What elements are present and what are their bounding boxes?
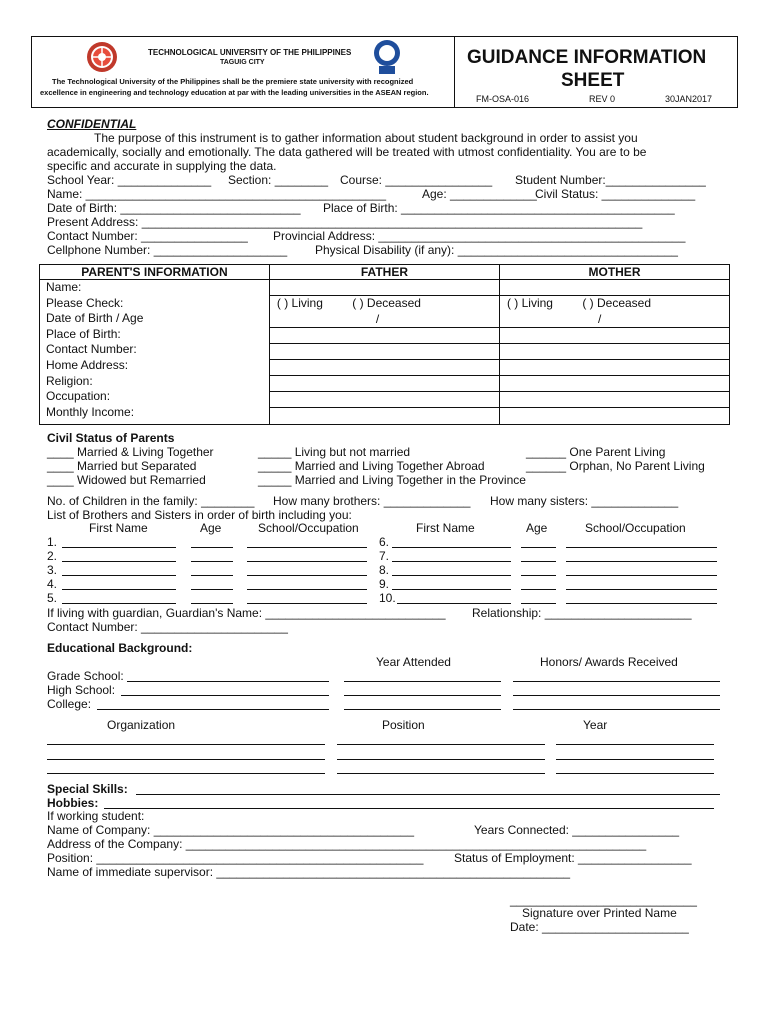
row-label-address: Home Address: (46, 357, 129, 372)
father-column (269, 280, 499, 425)
sibling-school-input[interactable] (247, 575, 367, 576)
civil-status-field[interactable]: Civil Status: ______________ (535, 187, 696, 201)
signature-line[interactable]: ____________________________ (510, 893, 697, 907)
sibling-number-right: 6. (379, 535, 390, 549)
row-label-income: Monthly Income: (46, 404, 135, 419)
father-occupation-input[interactable] (270, 392, 499, 408)
sibling-number-left: 2. (47, 549, 58, 563)
organization-header: Organization (107, 718, 176, 732)
organization-row-input[interactable] (556, 759, 714, 760)
mother-header: MOTHER (499, 265, 729, 280)
father-header: FATHER (269, 265, 499, 280)
supervisor-field[interactable]: Name of immediate supervisor: _____________________________________________________ (47, 865, 571, 879)
col-first-name-left: First Name (89, 521, 148, 535)
high-school-honors-input[interactable] (513, 695, 720, 696)
grade-school-year-input[interactable] (344, 681, 501, 682)
parents-table (39, 264, 730, 425)
col-school-left: School/Occupation (258, 521, 359, 535)
father-address-input[interactable] (270, 360, 499, 376)
college-year-input[interactable] (344, 709, 501, 710)
mother-pob-input[interactable] (500, 328, 729, 344)
sibling-age-input[interactable] (191, 561, 233, 562)
sibling-first-name-input[interactable] (62, 561, 176, 562)
sibling-first-name-input[interactable] (397, 603, 511, 604)
row-label-religion: Religion: (46, 373, 93, 388)
section-field[interactable]: Section: ________ (228, 173, 329, 187)
sibling-age-input[interactable] (191, 547, 233, 548)
row-label-dob: Date of Birth / Age (46, 311, 144, 326)
vision-line-2: excellence in engineering and technology education at par with the leading universities in the ASEAN region. (40, 88, 429, 97)
student-number-field[interactable]: Student Number:_______________ (515, 173, 706, 187)
sibling-number-left: 3. (47, 563, 58, 577)
year-attended-header: Year Attended (376, 655, 451, 669)
sibling-first-name-input[interactable] (62, 575, 176, 576)
father-name-input[interactable] (270, 280, 499, 296)
sibling-age-input[interactable] (521, 603, 556, 604)
row-label-name: Name: (46, 280, 82, 294)
college-label: College: (47, 697, 92, 711)
col-age-left: Age (200, 521, 222, 535)
mother-dob-input[interactable]: / (500, 312, 729, 328)
position-header: Position (382, 718, 425, 732)
sibling-first-name-input[interactable] (392, 547, 511, 548)
organization-row-input[interactable] (337, 759, 545, 760)
mother-income-input[interactable] (500, 408, 729, 424)
cs-option-together-abroad[interactable]: _____ Married and Living Together Abroad (258, 459, 485, 473)
high-school-label: High School: (47, 683, 116, 697)
siblings-list-heading: List of Brothers and Sisters in order of birth including you: (47, 508, 352, 522)
sibling-number-left: 5. (47, 591, 58, 605)
position-field[interactable]: Position: _________________________________________________ (47, 851, 424, 865)
father-income-input[interactable] (270, 408, 499, 424)
mother-column (499, 280, 729, 425)
education-heading: Educational Background: (47, 641, 193, 655)
sibling-school-input[interactable] (247, 561, 367, 562)
father-religion-input[interactable] (270, 376, 499, 392)
sibling-age-input[interactable] (191, 603, 233, 604)
college-honors-input[interactable] (513, 709, 720, 710)
children-count-field[interactable]: No. of Children in the family: ________ (47, 494, 255, 508)
place-of-birth-field[interactable]: Place of Birth: _________________________________________ (323, 201, 675, 215)
organization-row-input[interactable] (337, 773, 545, 774)
organization-row-input[interactable] (556, 773, 714, 774)
sibling-school-input[interactable] (566, 575, 717, 576)
mother-address-input[interactable] (500, 360, 729, 376)
grade-school-label: Grade School: (47, 669, 124, 683)
col-first-name-right: First Name (416, 521, 475, 535)
sibling-school-input[interactable] (247, 603, 367, 604)
father-dob-input[interactable]: / (270, 312, 499, 328)
father-deceased-option[interactable]: ( ) Deceased (352, 296, 421, 310)
years-connected-field[interactable]: Years Connected: ________________ (474, 823, 680, 837)
father-status-row[interactable] (270, 296, 499, 312)
organization-row-input[interactable] (47, 773, 325, 774)
mother-name-input[interactable] (500, 280, 729, 296)
sibling-number-right: 8. (379, 563, 390, 577)
special-skills-input[interactable] (136, 794, 720, 795)
sibling-school-input[interactable] (566, 547, 717, 548)
cs-option-married-together[interactable]: ____ Married & Living Together (47, 445, 214, 459)
row-label-occupation: Occupation: (46, 389, 111, 404)
sibling-school-input[interactable] (247, 589, 367, 590)
parents-header-label: PARENT'S INFORMATION (40, 265, 270, 280)
university-city: TAGUIG CITY (220, 59, 265, 66)
company-name-field[interactable]: Name of Company: _______________________________________ (47, 823, 414, 837)
intro-line-3: specific and accurate in supplying the data. (47, 159, 277, 173)
signature-label: Signature over Printed Name (522, 906, 677, 920)
sibling-first-name-input[interactable] (62, 603, 176, 604)
sibling-first-name-input[interactable] (62, 547, 176, 548)
civil-status-heading: Civil Status of Parents (47, 431, 175, 445)
company-address-field[interactable]: Address of the Company: _____________________________________________________________________ (47, 837, 647, 851)
col-school-right: School/Occupation (585, 521, 686, 535)
sibling-school-input[interactable] (566, 589, 717, 590)
row-label-pob: Place of Birth: (46, 326, 121, 341)
college-input[interactable] (97, 709, 329, 710)
cs-option-orphan[interactable]: ______ Orphan, No Parent Living (526, 459, 705, 473)
date-of-birth-field[interactable]: Date of Birth: ___________________________ (47, 201, 301, 215)
intro-line-2: academically, socially and emotionally. The data gathered will be treated with utmost confidentiality. You are to be (47, 145, 647, 159)
present-address-field[interactable]: Present Address: ___________________________________________________________________________ (47, 215, 643, 229)
sibling-age-input[interactable] (521, 547, 556, 548)
course-field[interactable]: Course: ________________ (340, 173, 493, 187)
guardian-relationship-field[interactable]: Relationship: ______________________ (472, 606, 692, 620)
tuv-certification-icon (370, 39, 404, 75)
employment-status-field[interactable]: Status of Employment: _________________ (454, 851, 692, 865)
sibling-age-input[interactable] (521, 575, 556, 576)
school-year-field[interactable]: School Year: ______________ (47, 173, 212, 187)
sibling-first-name-input[interactable] (62, 589, 176, 590)
age-field[interactable]: Age: _____________ (422, 187, 537, 201)
contact-number-field[interactable]: Contact Number: ________________ (47, 229, 248, 243)
sibling-first-name-input[interactable] (392, 589, 511, 590)
grade-school-input[interactable] (127, 681, 329, 682)
guardian-contact-field[interactable]: Contact Number: ______________________ (47, 620, 288, 634)
row-label-check: Please Check: (46, 295, 124, 310)
cs-option-widowed-remarried[interactable]: ____ Widowed but Remarried (47, 473, 206, 487)
form-code: FM-OSA-016 (476, 94, 530, 104)
mother-contact-input[interactable] (500, 344, 729, 360)
working-student-label: If working student: (47, 809, 145, 823)
honors-header: Honors/ Awards Received (540, 655, 678, 669)
vision-line-1: The Technological University of the Philippines shall be the premiere state university with recognized (52, 77, 414, 86)
sibling-number-right: 7. (379, 549, 390, 563)
sibling-age-input[interactable] (191, 589, 233, 590)
high-school-year-input[interactable] (344, 695, 501, 696)
sibling-first-name-input[interactable] (392, 575, 511, 576)
sibling-age-input[interactable] (521, 589, 556, 590)
mother-deceased-option[interactable]: ( ) Deceased (582, 296, 652, 310)
mother-religion-input[interactable] (500, 376, 729, 392)
cs-option-one-parent[interactable]: ______ One Parent Living (526, 445, 666, 459)
intro-line-1: The purpose of this instrument is to gather information about student background in order to assist you (94, 131, 638, 145)
sibling-number-left: 1. (47, 535, 58, 549)
tup-seal-icon (86, 41, 118, 73)
father-contact-input[interactable] (270, 344, 499, 360)
hobbies-label: Hobbies: (47, 796, 99, 810)
form-header (31, 36, 738, 108)
cs-option-together-province[interactable]: _____ Married and Living Together in the Province (258, 473, 526, 487)
special-skills-label: Special Skills: (47, 782, 128, 796)
cs-option-married-separated[interactable]: ____ Married but Separated (47, 459, 197, 473)
form-revision: REV 0 (589, 94, 616, 104)
col-age-right: Age (526, 521, 548, 535)
cellphone-field[interactable]: Cellphone Number: ____________________ (47, 243, 288, 257)
confidential-heading: CONFIDENTIAL (47, 117, 137, 131)
sibling-age-input[interactable] (191, 575, 233, 576)
sisters-count-field[interactable]: How many sisters: _____________ (490, 494, 679, 508)
organization-row-input[interactable] (337, 744, 545, 745)
organization-row-input[interactable] (556, 744, 714, 745)
disability-field[interactable]: Physical Disability (if any): _________________________________ (315, 243, 678, 257)
mother-status-row[interactable] (500, 296, 729, 312)
mother-living-option[interactable]: ( ) Living (506, 296, 553, 310)
signature-date-field[interactable]: Date: ______________________ (510, 920, 689, 934)
organization-row-input[interactable] (47, 744, 325, 745)
father-pob-input[interactable] (270, 328, 499, 344)
high-school-input[interactable] (121, 695, 329, 696)
university-name: TECHNOLOGICAL UNIVERSITY OF THE PHILIPPINES (148, 48, 352, 57)
sibling-number-right: 10. (379, 591, 396, 605)
grade-school-honors-input[interactable] (513, 681, 720, 682)
sibling-number-left: 4. (47, 577, 58, 591)
form-title-line-2: SHEET (561, 70, 625, 91)
provincial-address-field[interactable]: Provincial Address: ______________________________________________ (273, 229, 686, 243)
row-label-contact: Contact Number: (46, 342, 137, 357)
name-field[interactable]: Name: _____________________________________________ (47, 187, 386, 201)
sibling-school-input[interactable] (247, 547, 367, 548)
brothers-count-field[interactable]: How many brothers: _____________ (273, 494, 471, 508)
cs-option-living-not-married[interactable]: _____ Living but not married (258, 445, 411, 459)
guardian-name-field[interactable]: If living with guardian, Guardian's Name: ___________________________ (47, 606, 446, 620)
form-date: 30JAN2017 (665, 94, 713, 104)
organization-row-input[interactable] (47, 759, 325, 760)
sibling-school-input[interactable] (566, 561, 717, 562)
father-living-option[interactable]: ( ) Living (276, 296, 323, 310)
sibling-school-input[interactable] (566, 603, 717, 604)
hobbies-input[interactable] (104, 808, 714, 809)
sibling-number-right: 9. (379, 577, 390, 591)
form-title-line-1: GUIDANCE INFORMATION (467, 47, 707, 68)
year-header: Year (583, 718, 608, 732)
mother-occupation-input[interactable] (500, 392, 729, 408)
sibling-first-name-input[interactable] (392, 561, 511, 562)
sibling-age-input[interactable] (521, 561, 556, 562)
